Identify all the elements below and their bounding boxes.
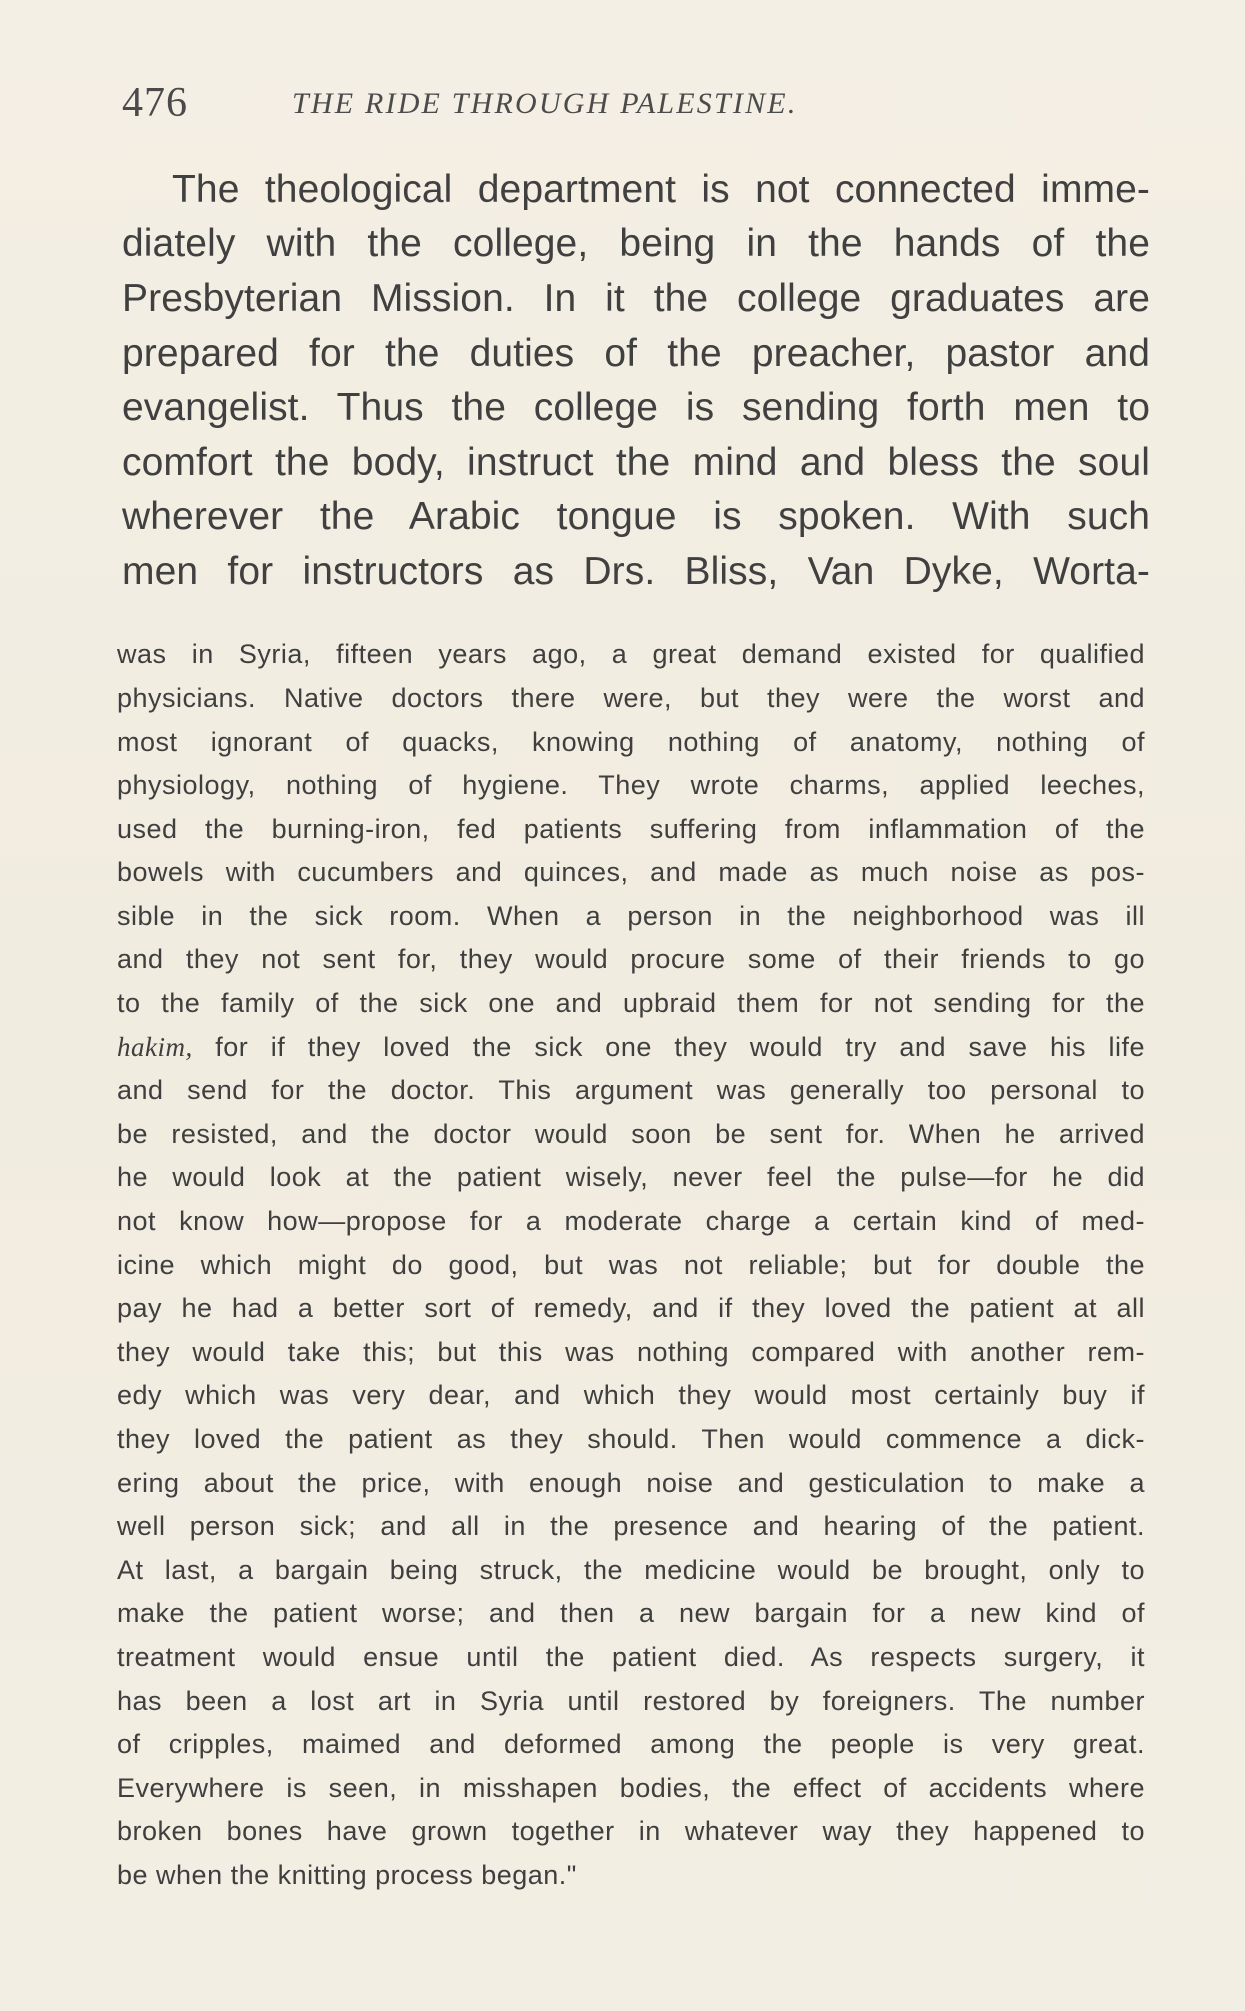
running-head: THE RIDE THROUGH PALESTINE.: [292, 87, 798, 120]
note-text-line: and send for the doctor. This argument was generally too personal to: [117, 1075, 1145, 1105]
main-text-line: wherever the Arabic tongue is spoken. With such: [122, 495, 1150, 538]
page-number: 476: [122, 80, 188, 126]
main-text-line: men for instructors as Drs. Bliss, Van Dyke, Worta-: [122, 550, 1150, 593]
note-text-line: be when the knitting process began.": [117, 1860, 577, 1890]
note-text-line: physicians. Native doctors there were, but they were the worst and: [117, 683, 1145, 713]
note-text-line: be resisted, and the doctor would soon be sent for. When he arrived: [117, 1119, 1145, 1149]
note-text-line: Everywhere is seen, in misshapen bodies, the effect of accidents where: [117, 1773, 1145, 1803]
main-text-line: diately with the college, being in the hands of the: [122, 222, 1150, 265]
main-text-line: comfort the body, instruct the mind and bless the soul: [122, 441, 1150, 484]
note-text-line: [117, 1030, 1145, 1064]
note-text-line: most ignorant of quacks, knowing nothing of anatomy, nothing of: [117, 727, 1145, 757]
main-text-line: prepared for the duties of the preacher, pastor and: [122, 332, 1150, 375]
note-text-line: not know how—propose for a moderate charge a certain kind of med-: [117, 1206, 1145, 1236]
note-text-line: bowels with cucumbers and quinces, and made as much noise as pos-: [117, 857, 1145, 887]
note-text-line: physiology, nothing of hygiene. They wrote charms, applied leeches,: [117, 770, 1145, 800]
note-text-line: and they not sent for, they would procure some of their friends to go: [117, 944, 1145, 974]
note-text-line: edy which was very dear, and which they would most certainly buy if: [117, 1380, 1145, 1410]
main-text-line: evangelist. Thus the college is sending forth men to: [122, 386, 1150, 429]
note-text-line: make the patient worse; and then a new bargain for a new kind of: [117, 1598, 1145, 1628]
main-text-line: Presbyterian Mission. In it the college graduates are: [122, 277, 1150, 320]
note-text-line: he would look at the patient wisely, never feel the pulse—for he did: [117, 1162, 1145, 1192]
note-text-line: icine which might do good, but was not reliable; but for double the: [117, 1250, 1145, 1280]
note-text-line: they would take this; but this was nothing compared with another rem-: [117, 1337, 1145, 1367]
note-text-line: At last, a bargain being struck, the medicine would be brought, only to: [117, 1555, 1145, 1585]
note-text-line: treatment would ensue until the patient died. As respects surgery, it: [117, 1642, 1145, 1672]
page-header: [122, 78, 992, 128]
note-text-line: sible in the sick room. When a person in the neighborhood was ill: [117, 901, 1145, 931]
note-text-line: used the burning-iron, fed patients suffering from inflammation of the: [117, 814, 1145, 844]
note-text-rest: for if they loved the sick one they would try and save his life: [192, 1032, 1145, 1062]
note-text-line: they loved the patient as they should. Then would commence a dick-: [117, 1424, 1145, 1454]
note-text-line: ering about the price, with enough noise and gesticulation to make a: [117, 1468, 1145, 1498]
note-text-line: was in Syria, fifteen years ago, a great demand existed for qualified: [117, 639, 1145, 669]
note-text-line: well person sick; and all in the presence and hearing of the patient.: [117, 1511, 1145, 1541]
note-text-line: pay he had a better sort of remedy, and if they loved the patient at all: [117, 1293, 1145, 1323]
note-text-line: has been a lost art in Syria until restored by foreigners. The number: [117, 1686, 1145, 1716]
main-text-line: The theological department is not connected imme-: [172, 168, 1150, 211]
italic-word: hakim,: [117, 1032, 193, 1062]
note-text-line: of cripples, maimed and deformed among the people is very great.: [117, 1729, 1145, 1759]
note-text-line: broken bones have grown together in whatever way they happened to: [117, 1816, 1145, 1846]
note-text-line: to the family of the sick one and upbraid them for not sending for the: [117, 988, 1145, 1018]
